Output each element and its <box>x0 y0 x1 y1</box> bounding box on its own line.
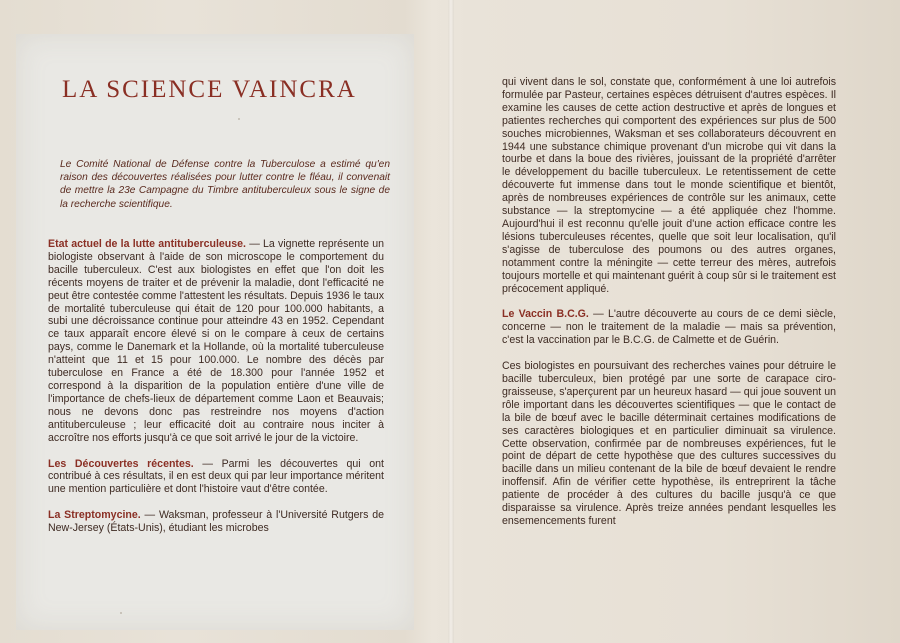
section-text-etat: — La vignette représente un biologiste observant à l'aide de son microscope le comportement du bacille tuberculeux. C'est aux biologistes en effet que l'on doit les récents moyens de traiter et de prévenir la maladie, dont l'efficacité ne peut être contestée comme l'attestent les résultats. Depuis 1936 le taux de mortalité tuberculeuse qui était de 120 pour 100.000 habitants, a subi une décroissance continue pour atteindre 43 en 1952. Cependant ce taux apparaît encore élevé si on le compare à ceux de certains pays, comme le Danemark et la Hollande, où la mortalité tuberculeuse n'atteint que 11 et 15 pour 100.000. Le nombre des décès par tuberculose en France a été de 18.300 pour l'année 1952 et correspond à la disparition de la population entière d'une ville de l'importance de chefs-lieux de département comme Laon et Beauvais; nous ne devons donc pas restreindre nos moyens d'action antituberculeuse ; leur efficacité doit au contraire nous inciter à accroître nos efforts jusqu'à ce que soit arrivé le jour de la victoire. <box>48 238 384 444</box>
streptomycine-continuation: qui vivent dans le sol, constate que, conformément à une loi autrefois formulée par Pasteur, certaines espèces détruisent d'autres espèces. Il examine les causes de cette action destructive et après de longues et patientes recherches qui comportent des expériences sur plus de 500 souches microbiennes, Waksman et ses collaborateurs découvrent en 1944 une substance chimique provenant d'un microbe qui vit dans la tourbe et dans la boue des rivières, jouissant de la propriété d'arrêter le développement du bacille tuberculeux. Le retentissement de cette découverte fut immense dans tout le monde scientifique et bientôt, après de nombreuses expériences de contrôle sur les animaux, cette substance — la streptomycine — a été appliquée chez l'homme. Aujourd'hui il est reconnu qu'elle jouit d'une action efficace contre les lésions tuberculeuses récentes, quelle que soit leur localisation, qu'il s'agisse de tuberculose des poumons ou des autres organes, notamment contre la méningite — cette terreur des mères, autrefois toujours mortelle et qui maintenant guérit à coup sûr si le traitement est précocement appliqué. <box>502 76 836 295</box>
section-text-decouvertes: — Parmi les découvertes qui ont contribué à ces résultats, il en est deux qui par leur importance méritent une mention particulière et dont l'histoire vaut d'être contée. <box>48 457 384 496</box>
section-streptomycine <box>48 509 384 535</box>
paper-speck <box>238 118 240 120</box>
section-text-streptomycine: — Waksman, professeur à l'Université Rutgers de New-Jersey (États-Unis), étudiant les microbes <box>48 509 384 535</box>
bcg-paragraph-2: Ces biologistes en poursuivant des recherches vaines pour détruire le bacille tuberculeux, bien protégé par une sorte de carapace ciro-graisseuse, s'aperçurent par un heureux hasard — qui joue souvent un rôle important dans les découvertes scientifiques — que le contact de la bile de bœuf avec le bacille déterminait certaines modifications de ses caractères biologiques et en particulier diminuait sa virulence. Cette observation, confirmée par de nombreuses expériences, fut le point de départ de cette hypothèse que des cultures successives du bacille dans un milieu contenant de la bile de bœuf devaient le rendre inoffensif. Afin de vérifier cette hypothèse, ils entreprirent la tâche patiente de procéder à des cultures du bacille jusqu'à ce que disparaisse sa virulence. Après treize années pendant lesquelles les ensemencements furent <box>502 360 836 527</box>
left-column <box>48 238 384 548</box>
page-title: LA SCIENCE VAINCRA <box>62 76 357 103</box>
section-text-bcg: — L'autre découverte au cours de ce demi siècle, concerne — non le traitement de la maladie — mais sa prévention, c'est la vaccination par le B.C.G. de Calmette et de Guérin. <box>502 308 836 347</box>
intro-paragraph: Le Comité National de Défense contre la Tuberculose a estimé qu'en raison des découvertes réalisées pour lutter contre le fléau, il convenait de mettre la 23e Campagne du Timbre antituberculeux sous le signe de la recherche scientifique. <box>60 159 390 210</box>
section-heading-streptomycine: La Streptomycine. <box>48 509 141 522</box>
paper-speck <box>120 612 122 614</box>
center-fold <box>448 0 454 643</box>
section-decouvertes <box>48 458 384 497</box>
section-bcg <box>502 308 836 347</box>
section-etat <box>48 238 384 445</box>
right-column <box>502 76 836 541</box>
section-heading-decouvertes: Les Découvertes récentes. <box>48 457 194 470</box>
section-heading-bcg: Le Vaccin B.C.G. <box>502 308 589 321</box>
section-heading-etat: Etat actuel de la lutte antituberculeuse. <box>48 238 246 250</box>
